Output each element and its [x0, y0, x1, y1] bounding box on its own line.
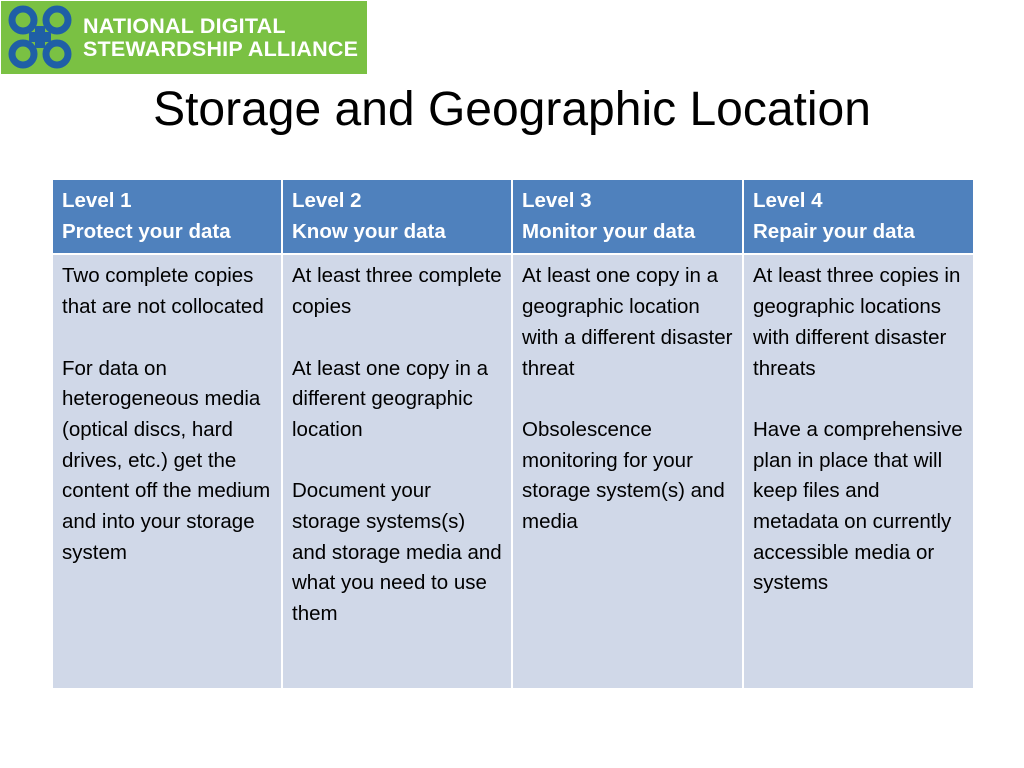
cell-paragraph: Document your storage systems(s) and storage media and what you need to use them [292, 479, 502, 626]
cell-paragraph: For data on heterogeneous media (optical discs, hard drives, etc.) get the content off the medium and into your storage system [62, 356, 271, 564]
header-level: Level 3 [522, 189, 592, 212]
header-level: Level 1 [62, 189, 132, 212]
logo-line-2: STEWARDSHIP ALLIANCE [83, 36, 359, 61]
header-cell-level-4 [743, 179, 974, 254]
ndsa-logo-mark-icon [3, 1, 77, 74]
body-cell-level-1 [52, 254, 282, 689]
header-cell-level-3 [512, 179, 743, 254]
cell-paragraph: Two complete copies that are not collocated [62, 264, 264, 319]
ndsa-logo-text [83, 15, 358, 61]
cell-paragraph: At least one copy in a geographic location with a different disaster threat [522, 264, 733, 380]
header-cell-level-2 [282, 179, 512, 254]
body-cell-level-3 [512, 254, 743, 689]
table-row [52, 254, 974, 689]
header-subtitle: Know your data [292, 219, 446, 243]
header-level: Level 4 [753, 189, 823, 212]
header-cell-level-1 [52, 179, 282, 254]
body-cell-level-4 [743, 254, 974, 689]
header-subtitle: Protect your data [62, 219, 231, 243]
slide-title: Storage and Geographic Location [153, 83, 871, 136]
header-subtitle: Repair your data [753, 219, 915, 243]
cell-paragraph: At least one copy in a different geographic location [292, 356, 489, 441]
cell-paragraph: At least three complete copies [292, 264, 502, 319]
cell-paragraph: At least three copies in geographic locations with different disaster threats [753, 264, 961, 380]
cell-paragraph: Obsolescence monitoring for your storage system(s) and media [522, 417, 725, 534]
logo-line-1: NATIONAL DIGITAL [83, 13, 286, 38]
header-level: Level 2 [292, 189, 362, 212]
header-subtitle: Monitor your data [522, 219, 696, 243]
body-cell-level-2 [282, 254, 512, 689]
cell-paragraph: Have a comprehensive plan in place that will keep files and metadata on currently accessible media or systems [753, 417, 963, 595]
ndsa-logo [1, 1, 367, 74]
levels-table [51, 178, 975, 690]
table-header-row [52, 179, 974, 254]
